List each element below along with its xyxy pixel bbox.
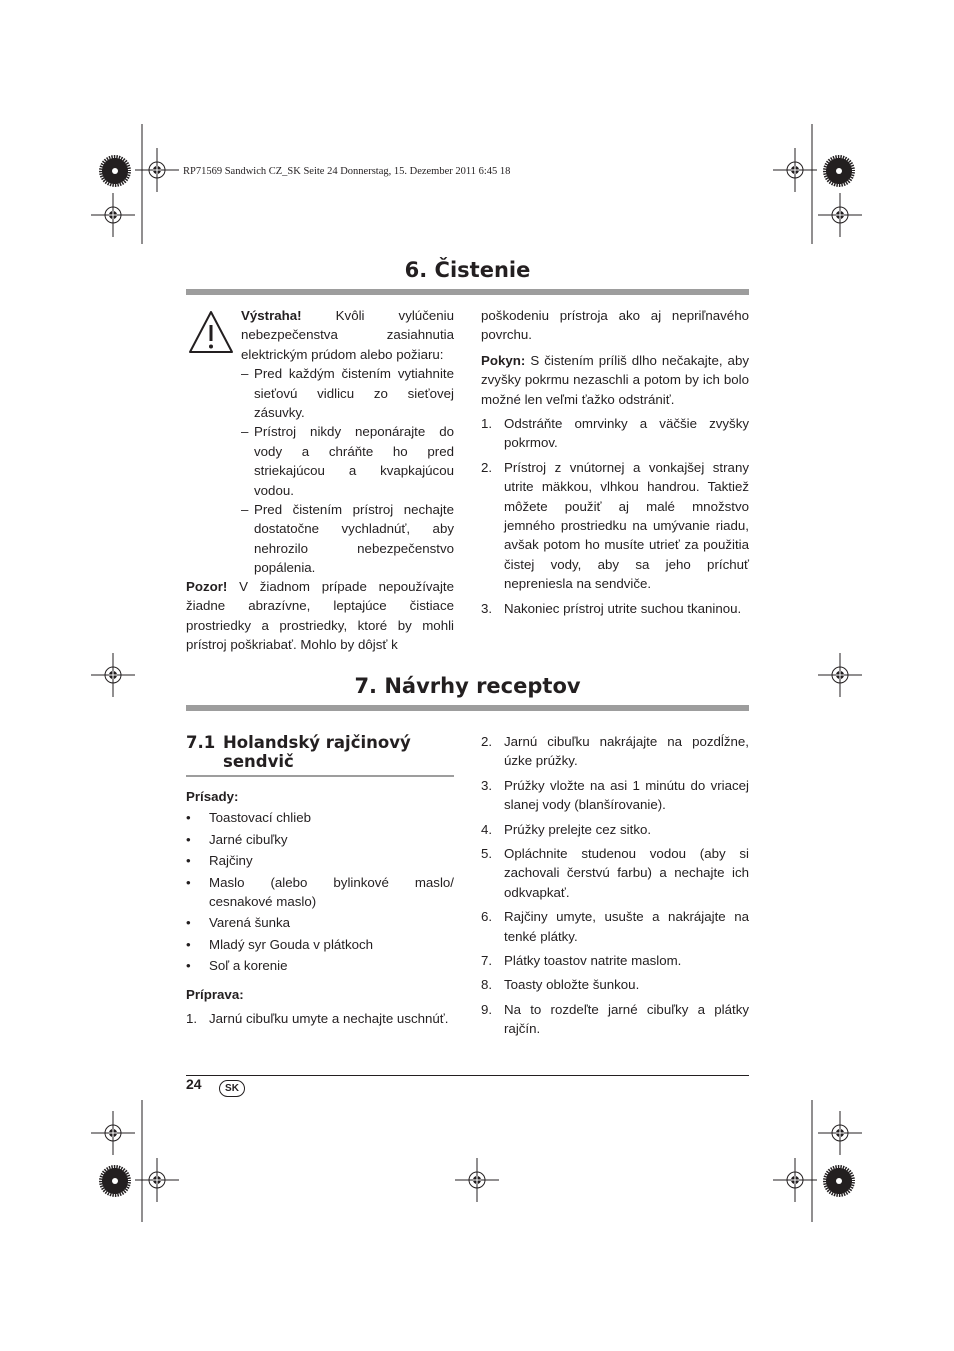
country-badge: SK (219, 1080, 245, 1097)
warning-item: – Pred čistením prístroj nechajte dostatočne vychladnúť, aby nehrozilo nebezpečenstvo popálenia. (241, 502, 454, 576)
section-rule (186, 289, 749, 295)
caution-text: V žiadnom prípade nepoužívajte žiadne abrazívne, leptajúce čistiace prostriedky a prostriedky, ktoré by mohli prístroj poškriabať. Mohlo by dôjsť k (186, 579, 454, 653)
warning-triangle-icon (188, 310, 234, 354)
footer-rule (186, 1075, 749, 1076)
ingredient-item: • Toastovací chlieb (186, 810, 311, 826)
preparation-step: 4. Prúžky prelejte cez sitko. (481, 821, 652, 837)
cleaning-step: 1. Odstráňte omrvinky a väčšie zvyšky pokrmov. (481, 416, 749, 451)
recipe-title-rule (186, 775, 454, 777)
ingredient-item: • Jarné cibuľky (186, 831, 288, 847)
preparation-label: Príprava: (186, 986, 244, 1002)
caution-label: Pozor! (186, 579, 228, 594)
ingredient-item: • Soľ a korenie (186, 958, 288, 974)
ingredient-item: • Varená šunka (186, 915, 291, 931)
ingredient-item: • Rajčiny (186, 853, 253, 869)
preparation-step: 9. Na to rozdeľte jarné cibuľky a plátky rajčín. (481, 1001, 749, 1037)
cleaning-step: 3. Nakoniec prístroj utrite suchou tkaninou. (481, 600, 742, 616)
preparation-step: 8. Toasty obložte šunkou. (481, 977, 640, 993)
ingredient-item: • Mladý syr Gouda v plátkoch (186, 936, 374, 952)
section-title-recipes: 7. Návrhy receptov (354, 674, 581, 698)
page-number: 24 (186, 1076, 202, 1092)
preparation-step: 7. Plátky toastov natrite maslom. (481, 953, 682, 969)
note-text: S čistením príliš dlho nečakajte, aby zvyšky pokrmu nezaschli a potom by ich bolo možné len veľmi ťažko odstrániť. (481, 352, 749, 407)
section-title-cleaning: 6. Čistenie (404, 258, 531, 282)
recipe-left-column (186, 787, 454, 1033)
cleaning-right-column (481, 306, 749, 623)
note-label: Pokyn: (481, 352, 526, 368)
caution-continuation: poškodeniu prístroja ako aj nepriľnavého povrchu. (481, 308, 749, 343)
ingredients-list (186, 808, 454, 975)
warning-label: Výstraha! (241, 308, 302, 323)
print-slug: RP71569 Sandwich CZ_SK Seite 24 Donnerstag, 15. Dezember 2011 6:45 18 (183, 166, 511, 177)
preparation-step: 1. Jarnú cibuľku umyte a nechajte uschnúť. (186, 1011, 449, 1027)
warning-item: – Pred každým čistením vytiahnite sieťovú vidlicu zo sieťovej zásuvky. (241, 366, 454, 421)
warning-item: – Prístroj nikdy neponárajte do vody a chráňte ho pred striekajúcou a kvapkajúcou vodou. (241, 424, 454, 498)
caution-block (186, 577, 454, 655)
section-rule (186, 705, 749, 711)
preparation-step: 6. Rajčiny umyte, usušte a nakrájajte na tenké plátky. (481, 909, 749, 944)
warning-text: Kvôli vylúčeniu nebezpečenstva zasiahnutia elektrickým prúdom alebo požiaru: (241, 308, 454, 362)
warning-block (241, 306, 454, 578)
ingredients-label: Prísady: (186, 789, 239, 804)
ingredient-item: • Maslo (alebo bylinkové maslo/ cesnakové maslo) (186, 874, 454, 910)
preparation-step: 3. Prúžky vložte na asi 1 minútu do vriacej slanej vody (blanšírovanie). (481, 777, 749, 813)
preparation-step: 2. Jarnú cibuľku nakrájajte na pozdĺžne, úzke prúžky. (481, 734, 749, 769)
cleaning-step: 2. Prístroj z vnútornej a vonkajšej strany utrite mäkkou, vlhkou handrou. Taktiež môžete použiť aj malé množstvo jemného prostriedku na umývanie riadu, avšak potom ho musíte utrieť za použitia čistej vody, aby sa jeho príchuť nepreniesla na sendviče. (481, 459, 749, 592)
preparation-step: 5. Opláchnite studenou vodou (aby si zachovali čerstvú farbu) a nechajte ich odkvapkať. (481, 846, 749, 900)
recipe-right-column (481, 732, 749, 1044)
recipe-title: 7.1 Holandský rajčinový sendvič (186, 733, 411, 771)
